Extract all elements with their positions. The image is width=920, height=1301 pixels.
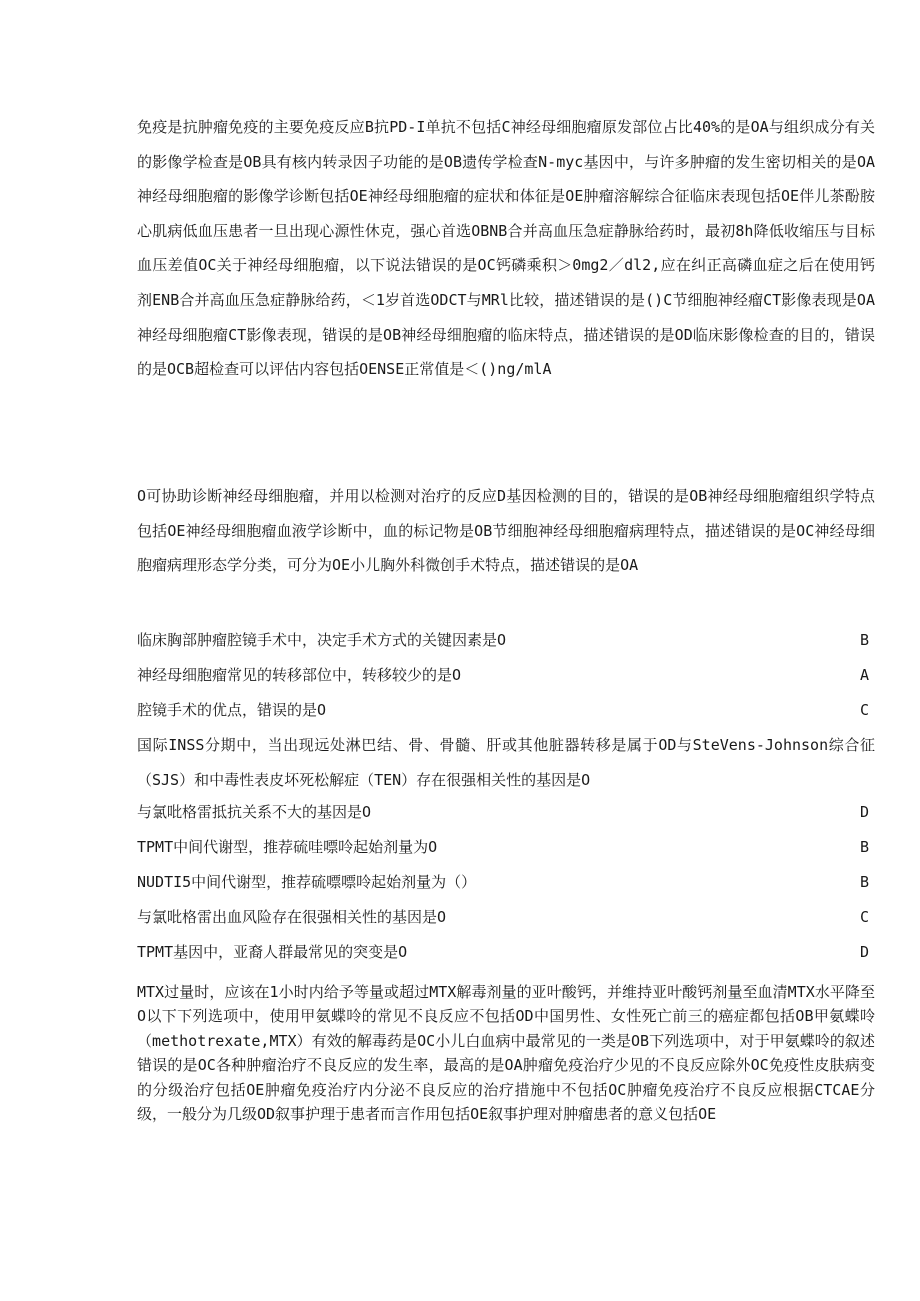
question-text: TPMT基因中，亚裔人群最常见的突变是O (137, 943, 408, 961)
paragraph-3: 国际INSS分期中，当出现远处淋巴结、骨、骨髓、肝或其他脏器转移是属于OD与SteVens-Johnson综合征（SJS）和中毒性表皮坏死松解症（TEN）存在很强相关性的基因是O (137, 736, 875, 789)
answer-letter: A (859, 666, 869, 684)
paragraph-1: 免疫是抗肿瘤免疫的主要免疫反应B抗PD-I单抗不包括C神经母细胞瘤原发部位占比40%的是OA与组织成分有关的影像学检查是OB具有核内转录因子功能的是OB遗传学检查N-myc基因中，与许多肿瘤的发生密切相关的是OA神经母细胞瘤的影像学诊断包括OE神经母细胞瘤的症状和体征是OE肿瘤溶解综合征临床表现包括OE伴儿茶酚胺心肌病低血压患者一旦出现心源性休克，强心首选OBNB合并高血压急症静脉给药时，最初8h降低收缩压与目标血压差值OC关于神经母细胞瘤，以下说法错误的是OC钙磷乘积＞0mg2／dl2,应在纠正高磷血症之后在使用钙剂ENB合并高血压急症静脉给药，＜1岁首选ODCT与MRl比较，描述错误的是()C节细胞神经瘤CT影像表现是OA神经母细胞瘤CT影像表现，错误的是OB神经母细胞瘤的临床特点，描述错误的是OD临床影像检查的目的，错误的是OCB超检查可以评估内容包括OENSE正常值是＜()ng/mlA (137, 118, 875, 379)
answer-letter: B (859, 631, 869, 649)
question-text: 神经母细胞瘤常见的转移部位中，转移较少的是O (137, 666, 462, 684)
question-row (137, 658, 875, 692)
question-row (137, 830, 875, 864)
question-text: 临床胸部肿瘤腔镜手术中，决定手术方式的关键因素是O (137, 631, 507, 649)
answer-letter: B (859, 873, 869, 891)
paragraph-2: O可协助诊断神经母细胞瘤，并用以检测对治疗的反应D基因检测的目的，错误的是OB神经母细胞瘤组织学特点包括OE神经母细胞瘤血液学诊断中，血的标记物是OB节细胞神经母细胞瘤病理特点，描述错误的是OC神经母细胞瘤病理形态学分类，可分为OE小儿胸外科微创手术特点，描述错误的是OA (137, 487, 875, 575)
question-row (137, 623, 875, 657)
question-text: NUDTI5中间代谢型，推荐硫嘌嘌呤起始剂量为（） (137, 873, 477, 891)
question-row (137, 795, 875, 829)
question-row (137, 865, 875, 899)
answer-letter: C (859, 701, 869, 719)
question-row (137, 693, 875, 727)
question-text: TPMT中间代谢型，推荐硫哇嘌呤起始剂量为O (137, 838, 438, 856)
answer-letter: D (859, 943, 869, 961)
question-row (137, 900, 875, 934)
answer-letter: D (859, 803, 869, 821)
question-text: 与氯吡格雷出血风险存在很强相关性的基因是O (137, 908, 447, 926)
question-text: 与氯吡格雷抵抗关系不大的基因是O (137, 803, 372, 821)
answer-letter: B (859, 838, 869, 856)
answer-letter: C (859, 908, 869, 926)
question-text: 腔镜手术的优点，错误的是O (137, 701, 327, 719)
question-row (137, 935, 875, 969)
paragraph-4: MTX过量时，应该在1小时内给予等量或超过MTX解毒剂量的亚叶酸钙，并维持亚叶酸钙剂量至血清MTX水平降至O以下下列选项中，使用甲氨蝶呤的常见不良反应不包括OD中国男性、女性死亡前三的癌症都包括OB甲氨蝶呤（methotrexate,MTX）有效的解毒药是OC小儿白血病中最常见的一类是OB下列选项中，对于甲氨蝶呤的叙述错误的是OC各种肿瘤治疗不良反应的发生率，最高的是OA肿瘤免疫治疗少见的不良反应除外OC免疫性皮肤病变的分级治疗包括OE肿瘤免疫治疗内分泌不良反应的治疗措施中不包括OC肿瘤免疫治疗不良反应根据CTCAE分级，一般分为几级OD叙事护理于患者而言作用包括OE叙事护理对肿瘤患者的意义包括OE (137, 983, 875, 1124)
